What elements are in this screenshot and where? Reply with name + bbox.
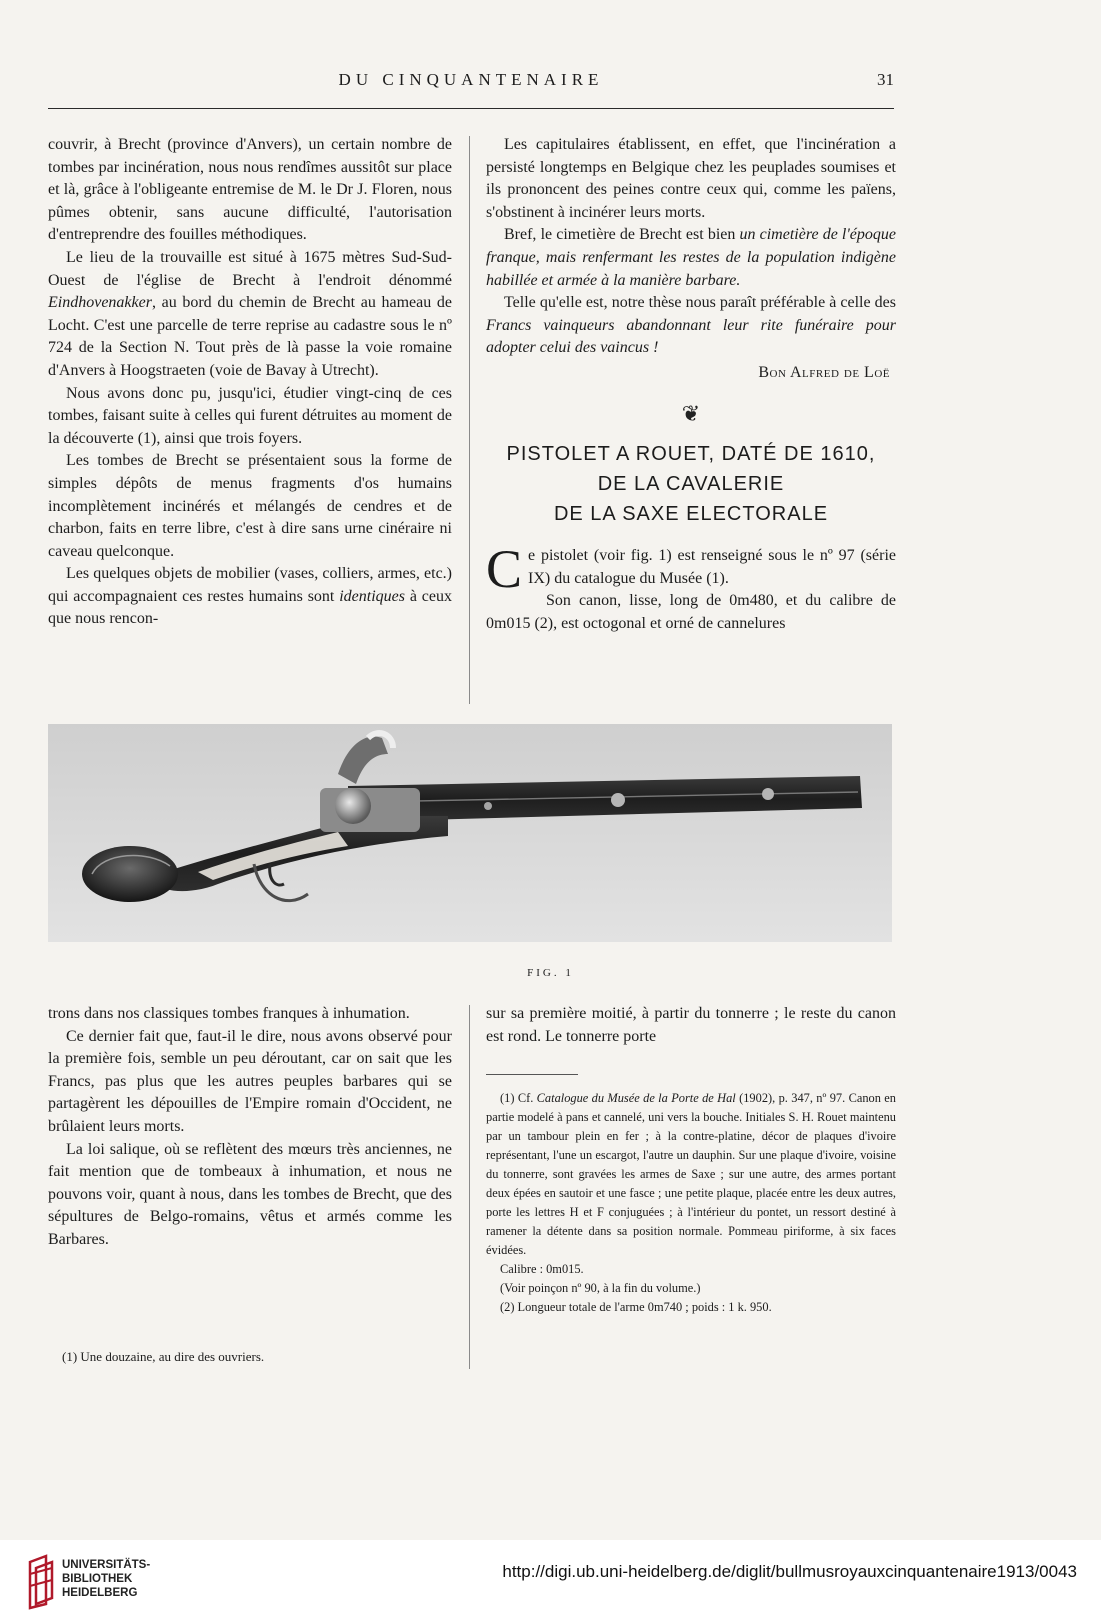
rosette-ornament <box>611 793 625 807</box>
paragraph: Nous avons donc pu, jusqu'ici, étudier vingt-cinq de ces tombes, faisant suite à celles qui furent détruites au moment de la découverte (1), ainsi que trois foyers. <box>48 384 452 447</box>
figure-caption: FIG. 1 <box>527 967 574 979</box>
article-title <box>486 439 896 529</box>
text-run: e pistolet (voir fig. 1) est renseigné sous le nº 97 (série IX) du catalogue du Musée (1). <box>528 547 896 587</box>
left-column-lower <box>48 1003 452 1252</box>
drop-cap: C <box>486 539 523 600</box>
paragraph <box>486 539 896 600</box>
paragraph <box>486 224 896 292</box>
paragraph: trons dans nos classiques tombes franques à inhumation. <box>48 1005 410 1022</box>
running-title: DU CINQUANTENAIRE <box>338 70 604 89</box>
page-number: 31 <box>877 70 894 89</box>
text-run: Le lieu de la trouvaille est situé à 1675 mètres Sud-Sud-Ouest de l'église de Brecht à l'endroit dénommé <box>48 248 452 289</box>
text-run: , au bord du chemin de Brecht au hameau de Locht. C'est une parcelle de terre reprise au cadastre sous le nº 724 de la Section N. Tout près de là passe la voie romaine d'Anvers à Hoogstraeten (voie de Bavay à Utrecht). <box>48 294 452 379</box>
footnote-line: (Voir poinçon nº 90, à la fin du volume.) <box>500 1281 701 1296</box>
paragraph <box>486 292 896 360</box>
pommel <box>82 846 178 902</box>
footnote-left <box>48 1347 452 1366</box>
footnote-rule <box>486 1074 578 1075</box>
italic-conclusion: un cimetière de l'époque franque, mais renfermant les restes de la population indigène habillée et armée à la manière barbare. <box>486 226 896 289</box>
wheel <box>335 788 371 824</box>
pistol-photograph <box>48 724 892 942</box>
paragraph: Ce dernier fait que, faut-il le dire, nous avons observé pour la première fois, semble un peu déroutant, car on sait que les Francs, pas plus que les autres peuples barbares qui se partagèrent les dépouilles de l'Empire romain d'Occident, ne brûlaient leurs morts. <box>48 1027 452 1135</box>
right-column-upper <box>486 134 896 636</box>
library-name-line: BIBLIOTHEK <box>62 1573 133 1585</box>
library-name-line: UNIVERSITÄTS- <box>62 1559 151 1571</box>
library-name <box>62 1558 150 1600</box>
article-title-line: DE LA SAXE ELECTORALE <box>553 503 829 526</box>
text-run: (1902), p. 347, nº 97. Canon en partie modelé à pans et cannelé, uni vers la bouche. Initiales S. H. Rouet maintenu par un tambour plein en fer ; à la contre-platine, décor de plaques d'ivoire représentant, l'une un escargot, l'autre un dauphin. Sur une plaque d'ivoire, voisine du tonnerre, sont gravées les armes de Saxe ; sur une autre, des armes portant deux épées en sautoir et une fasce ; une petite plaque, placée entre les deux autres, porte les lettres H et F conjuguées ; à l'intérieur du pontet, un ressort destiné à ramener la détente dans sa position normale. Pommeau piriforme, à six faces évidées. <box>486 1091 896 1258</box>
paragraph: Les capitulaires établissent, en effet, que l'incinération a persisté longtemps en Belgique chez les peuplades soumises et ils prononcent des peines contre ceux qui, comme les païens, s'obstinent à incinérer leurs morts. <box>486 136 896 221</box>
running-head <box>48 66 894 96</box>
rosette-ornament <box>762 788 774 800</box>
footnote <box>486 1089 896 1260</box>
footnote-line: Calibre : 0m015. <box>500 1262 584 1277</box>
italic-catalogue-title: Catalogue du Musée de la Porte de Hal <box>536 1091 736 1106</box>
digitization-footer <box>0 1540 1101 1623</box>
author-signature: Bon Alfred de Loë <box>758 363 890 381</box>
paragraph: Les tombes de Brecht se présentaient sous la forme de simples dépôts de menus fragments d'os humains incomplètement incinérés et mélangés de cendres et de charbon, faits en terre libre, c'est à dire sans urne cinéraire ni caveau quelconque. <box>48 452 452 560</box>
ornament-icon: ❦ <box>681 400 701 426</box>
text-run: Bref, le cimetière de Brecht est bien <box>504 226 740 244</box>
header-rule <box>48 108 894 109</box>
photo-background <box>48 724 892 942</box>
column-divider <box>469 136 470 704</box>
text-run: à ceux que nous rencon- <box>48 587 452 628</box>
text-run: (1) Cf. <box>500 1091 537 1106</box>
paragraph: couvrir, à Brecht (province d'Anvers), un certain nombre de tombes par incinération, nous nous rendîmes aussitôt sur place et là, grâce à l'obligeante entremise de M. le Dr J. Floren, nous pûmes obtenir, sans aucune difficulté, l'autorisation d'entreprendre des fouilles méthodiques. <box>48 136 452 244</box>
paragraph <box>48 563 452 631</box>
italic-place-name: Eindhovenakker <box>48 294 152 312</box>
italic-text: Francs vainqueurs abandonnant leur rite funéraire pour adopter celui des vaincus ! <box>486 316 896 357</box>
university-library-logo-icon <box>26 1554 56 1610</box>
rosette-ornament <box>484 802 492 810</box>
article-title-line: DE LA CAVALERIE <box>597 473 785 496</box>
column-divider <box>469 1005 470 1369</box>
paragraph: sur sa première moitié, à partir du tonnerre ; le reste du canon est rond. Le tonnerre porte <box>486 1005 896 1045</box>
library-name-line: HEIDELBERG <box>62 1587 138 1599</box>
left-column-upper <box>48 134 452 631</box>
paragraph: La loi salique, où se reflètent des mœurs très anciennes, ne fait mention que de tombeaux à inhumation, et nous ne pouvons voir, quant à nous, dans les tombes de Brecht, que des sépultures de Belgo-romains, vêtus et armés comme les Barbares. <box>48 1140 452 1248</box>
right-column-lower <box>486 1003 896 1317</box>
text-run: Les quelques objets de mobilier (vases, colliers, armes, etc.) qui accompagnaient ces restes humains sont <box>48 565 452 605</box>
footnote: (2) Longueur totale de l'arme 0m740 ; poids : 1 k. 950. <box>500 1300 772 1315</box>
pistol-illustration <box>48 724 892 942</box>
article-title-line: PISTOLET A ROUET, DATÉ DE 1610, <box>506 443 876 466</box>
footnote: (1) Une douzaine, au dire des ouvriers. <box>62 1349 265 1364</box>
paragraph <box>48 247 452 383</box>
text-run: Telle qu'elle est, notre thèse nous paraît préférable à celle des <box>504 294 896 312</box>
source-url-link[interactable]: http://digi.ub.uni-heidelberg.de/diglit/bullmusroyauxcinquantenaire1913/0043 <box>502 1562 1077 1581</box>
paragraph: Son canon, lisse, long de 0m480, et du calibre de 0m015 (2), est octogonal et orné de cannelures <box>486 592 896 632</box>
italic-word: identiques <box>339 587 405 605</box>
footnotes <box>486 1089 896 1317</box>
